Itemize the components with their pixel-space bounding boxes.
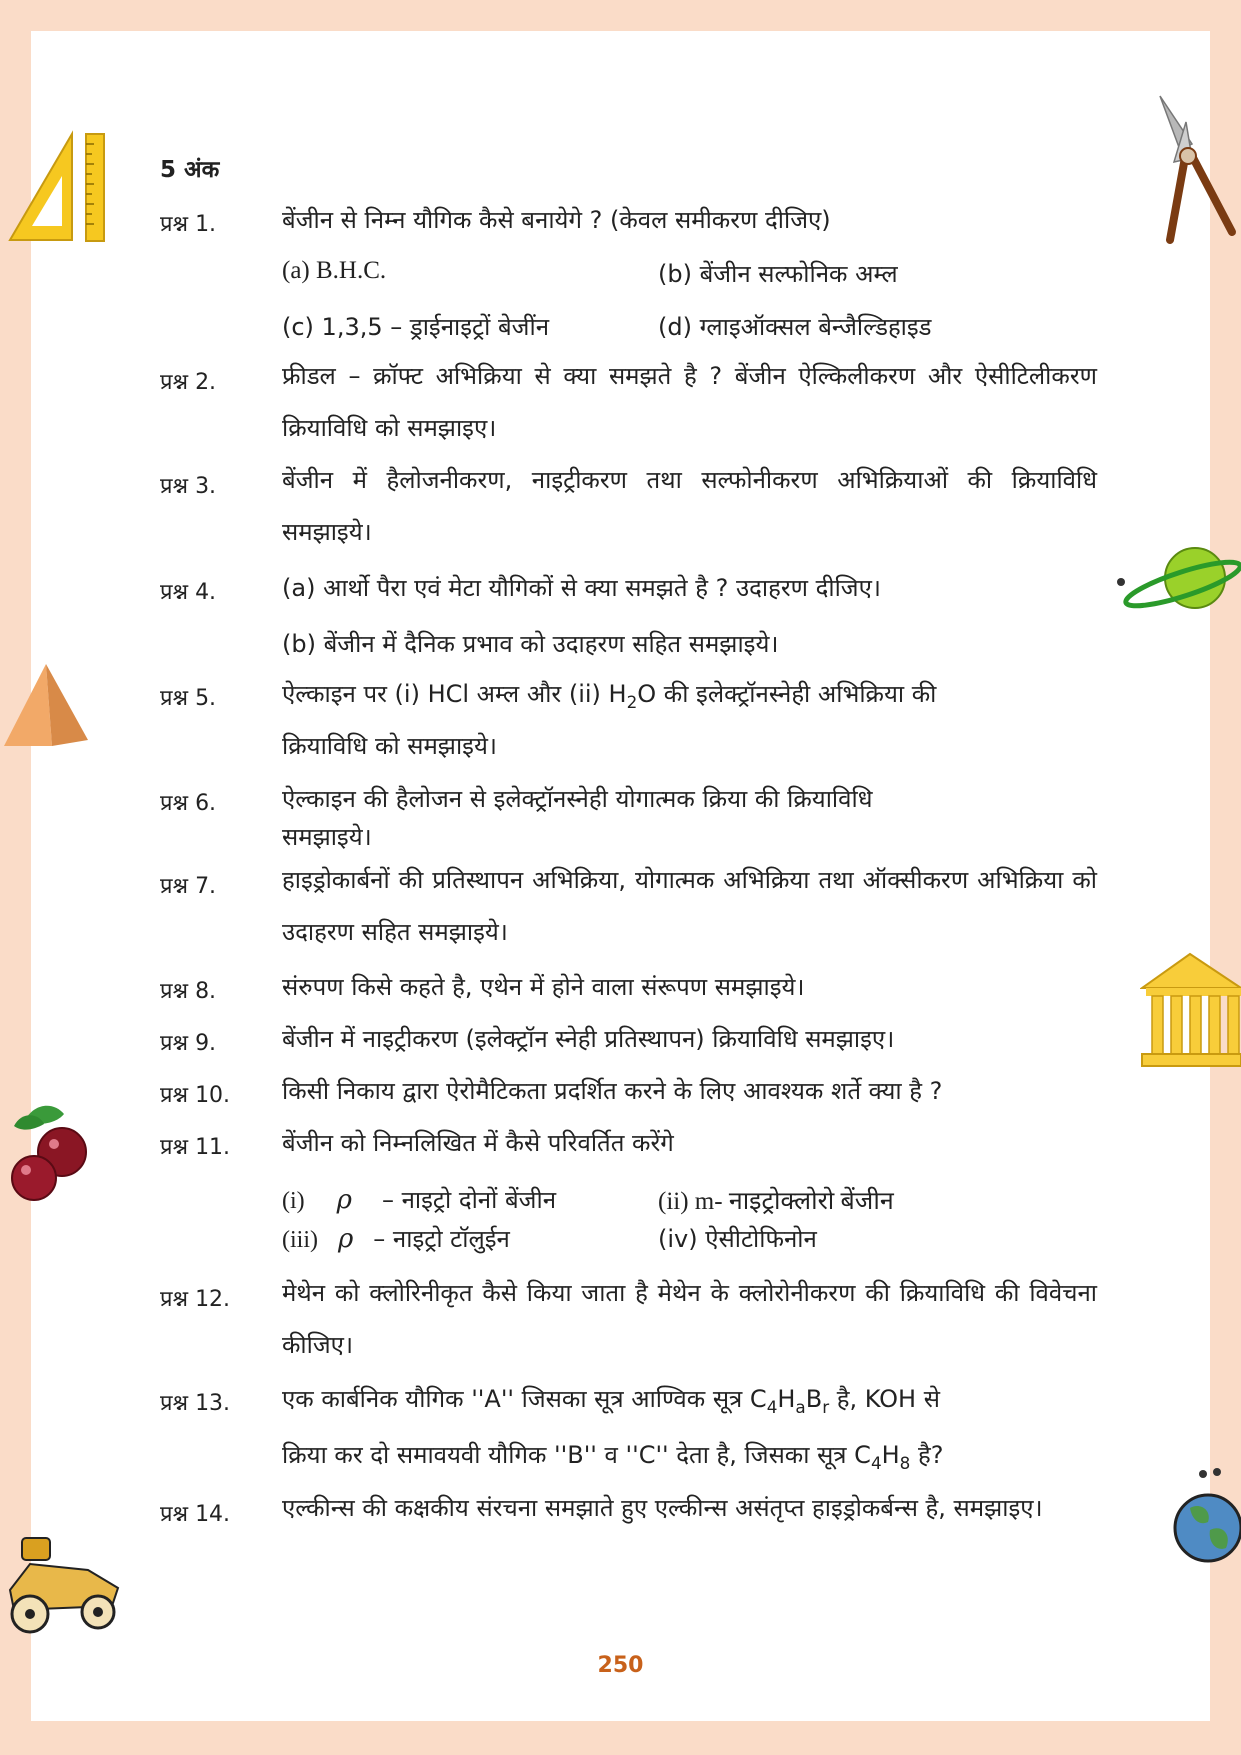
- question-11-part-i-label: (i): [282, 1188, 305, 1214]
- question-11-part-i: [282, 1183, 556, 1216]
- question-7-text: हाइड्रोकार्बनों की प्रतिस्थापन अभिक्रिया, योगात्मक अभिक्रिया तथा ऑक्सीकरण अभिक्रिया को उदाहरण सहित समझाइये।: [282, 866, 1097, 946]
- question-6-line-2: समझाइये।: [282, 823, 372, 851]
- question-11-part-i-text: – नाइट्रो दोनों बेंजीन: [381, 1186, 557, 1214]
- question-13-text-2c: है?: [910, 1441, 944, 1469]
- question-2-text: फ्रीडल – क्रॉफ्ट अभिक्रिया से क्या समझते है ? बेंजीन ऐल्किलीकरण और ऐसीटिलीकरण क्रियाविधि को समझाइए।: [282, 362, 1097, 442]
- question-1-option-a: (a) B.H.C.: [282, 257, 387, 284]
- question-14-text: एल्कीन्स की कक्षकीय संरचना समझाते हुए एल्कीन्स असंतृप्त हाइड्रोकर्बन्स है, समझाइए।: [282, 1494, 1043, 1522]
- question-5-line-2: क्रियाविधि को समझाइये।: [282, 732, 497, 760]
- vintage-car-icon: [0, 1530, 130, 1640]
- page-number: 250: [597, 1653, 644, 1678]
- question-12-label: प्रश्न 12.: [160, 1287, 231, 1312]
- globe-icon: [1170, 1464, 1241, 1570]
- question-13-line-2: [282, 1438, 943, 1471]
- question-9-label: प्रश्न 9.: [160, 1031, 217, 1056]
- question-5-subscript: 2: [626, 691, 638, 712]
- question-7-label: प्रश्न 7.: [160, 874, 217, 899]
- question-11-label: प्रश्न 11.: [160, 1135, 231, 1160]
- question-1-text: बेंजीन से निम्न यौगिक कैसे बनायेगे ? (केवल समीकरण दीजिए): [282, 206, 831, 234]
- question-5-label: प्रश्न 5.: [160, 686, 217, 711]
- question-11-part-iv: (iv) ऐसीटोफिनोन: [658, 1225, 817, 1253]
- question-3-label: प्रश्न 3.: [160, 474, 217, 499]
- berries-icon: [4, 1100, 94, 1210]
- question-6-label: प्रश्न 6.: [160, 791, 217, 816]
- pyramid-icon: [0, 660, 90, 750]
- question-11-part-iii-text: – नाइट्रो टॉलुईन: [373, 1225, 510, 1253]
- question-13-text-2b: H: [881, 1441, 900, 1469]
- question-13-sub-1: 4: [766, 1396, 778, 1417]
- question-4-part-b: (b) बेंजीन में दैनिक प्रभाव को उदाहरण सहित समझाइये।: [282, 630, 779, 658]
- question-13-text-1a: एक कार्बनिक यौगिक ''A'' जिसका सूत्र आण्विक सूत्र C: [282, 1385, 767, 1413]
- question-4-part-a: (a) आर्थो पैरा एवं मेटा यौगिकों से क्या समझते है ? उदाहरण दीजिए।: [282, 574, 881, 602]
- question-13-text-2a: क्रिया कर दो समावयवी यौगिक ''B'' व ''C'' देता है, जिसका सूत्र C: [282, 1441, 871, 1469]
- question-13-text-1b: H: [777, 1385, 796, 1413]
- question-1-option-d: (d) ग्लाइऑक्सल बेन्जैल्डिहाइड: [658, 313, 932, 341]
- question-2-label: प्रश्न 2.: [160, 370, 217, 395]
- question-13-sub-3: r: [822, 1396, 830, 1417]
- question-11-part-ii: (ii) m- नाइट्रोक्लोरो बेंजीन: [658, 1188, 894, 1215]
- question-13-text-1c: B: [805, 1385, 823, 1413]
- question-11-part-iii: [282, 1222, 510, 1255]
- question-11-rho-symbol-2: ρ: [338, 1224, 354, 1254]
- question-5-text-part-2: O की इलेक्ट्रॉनस्नेही अभिक्रिया की: [637, 680, 937, 708]
- question-5-text-part-1: ऐल्काइन पर (i) HCl अम्ल और (ii) H: [282, 680, 627, 708]
- temple-icon: [1140, 950, 1241, 1070]
- question-13-label: प्रश्न 13.: [160, 1391, 231, 1416]
- question-1-option-b: (b) बेंजीन सल्फोनिक अम्ल: [658, 260, 898, 288]
- question-9-text: बेंजीन में नाइट्रीकरण (इलेक्ट्रॉन स्नेही प्रतिस्थापन) क्रियाविधि समझाइए।: [282, 1025, 895, 1053]
- question-11-rho-symbol: ρ: [336, 1185, 352, 1215]
- question-1-option-c: (c) 1,3,5 – ड्राईनाइट्रों बेजींन: [282, 313, 550, 341]
- question-12-text: मेथेन को क्लोरिनीकृत कैसे किया जाता है मेथेन के क्लोरोनीकरण की क्रियाविधि की विवेचना कीजिए।: [282, 1279, 1097, 1359]
- section-title: 5 अंक: [160, 157, 220, 183]
- question-13-sub-2: a: [795, 1396, 806, 1417]
- question-14-label: प्रश्न 14.: [160, 1502, 231, 1527]
- question-10-text: किसी निकाय द्वारा ऐरोमैटिकता प्रदर्शित करने के लिए आवश्यक शर्ते क्या है ?: [282, 1077, 943, 1105]
- question-11-text: बेंजीन को निम्नलिखित में कैसे परिवर्तित करेंगे: [282, 1129, 674, 1157]
- question-13-text-1d: है, KOH से: [829, 1385, 940, 1413]
- question-11-part-iii-label: (iii): [282, 1227, 318, 1253]
- question-5-line-1: [282, 677, 936, 710]
- ruler-set-square-icon: [6, 130, 106, 245]
- question-10-label: प्रश्न 10.: [160, 1083, 231, 1108]
- question-13-line-1: [282, 1382, 940, 1415]
- question-1-label: प्रश्न 1.: [160, 212, 217, 237]
- question-8-label: प्रश्न 8.: [160, 979, 217, 1004]
- question-8-text: संरुपण किसे कहते है, एथेन में होने वाला संरूपण समझाइये।: [282, 973, 805, 1001]
- question-13-sub-5: 8: [899, 1452, 911, 1473]
- question-6-line-1: ऐल्काइन की हैलोजन से इलेक्ट्रॉनस्नेही योगात्मक क्रिया की क्रियाविधि: [282, 785, 873, 813]
- question-4-label: प्रश्न 4.: [160, 580, 217, 605]
- question-3-text: बेंजीन में हैलोजनीकरण, नाइट्रीकरण तथा सल्फोनीकरण अभिक्रियाओं की क्रियाविधि समझाइये।: [282, 466, 1097, 546]
- planet-icon: [1113, 540, 1241, 622]
- scissors-tools-icon: [1152, 92, 1240, 244]
- question-13-sub-4: 4: [870, 1452, 882, 1473]
